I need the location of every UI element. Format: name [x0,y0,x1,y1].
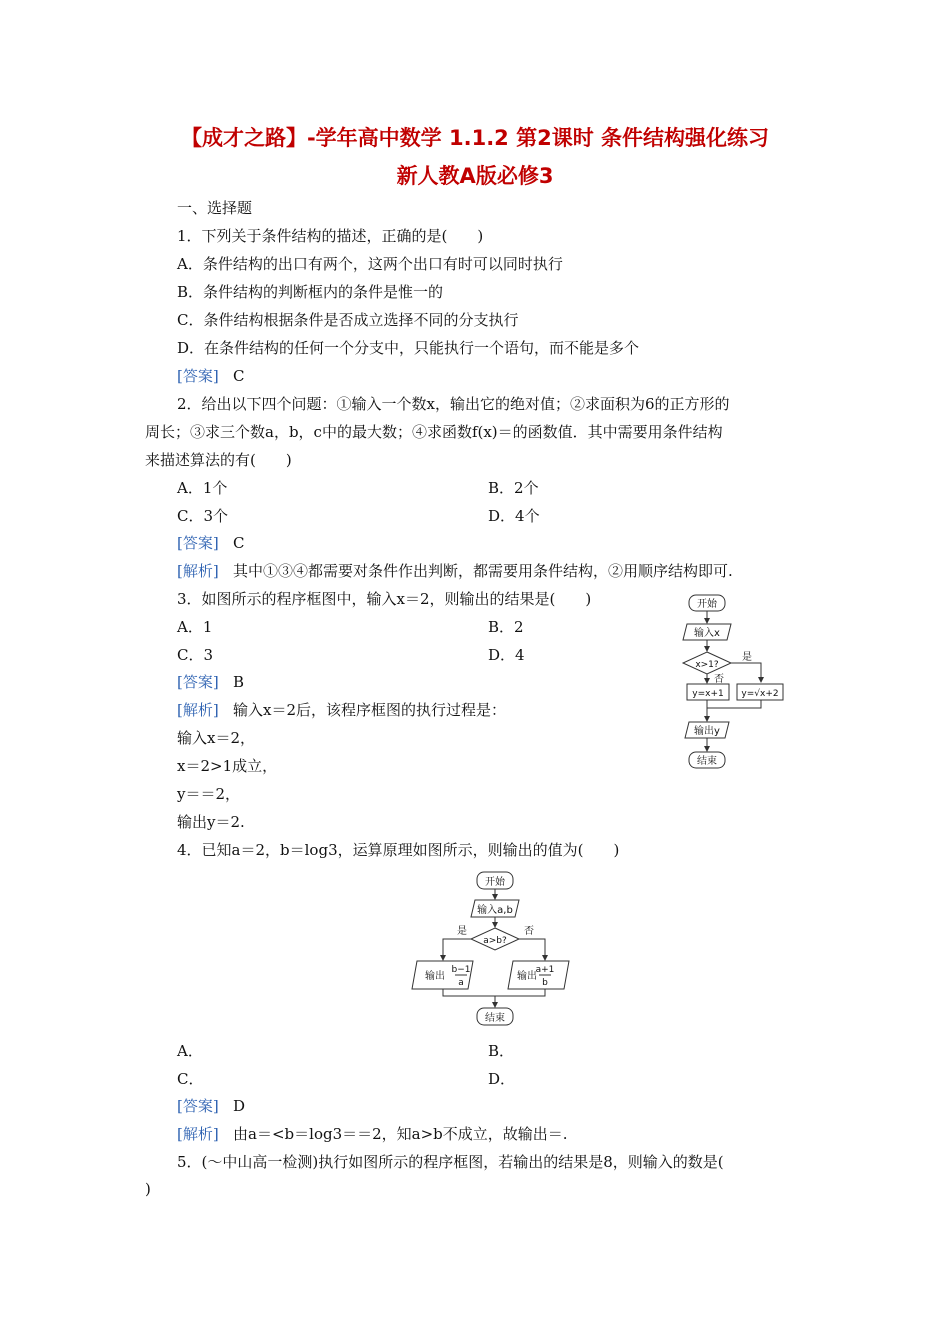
flow-cond-text: a>b? [483,936,507,946]
flow-left-denominator: a [458,978,464,988]
q2-option-b: B．2个 [488,479,539,497]
q3-option-c: C．3 [177,646,214,664]
answer-tag: [答案] [177,673,219,691]
q4-flowchart [405,868,585,1033]
flow-end-text: 结束 [697,756,717,767]
q2-analysis [177,561,733,581]
q3-answer-value: B [233,673,245,691]
q2-answer-value: C [233,534,245,552]
analysis-tag: [解析] [177,701,219,719]
q3-analysis [177,700,506,720]
q2-option-c: C．3个 [177,507,229,525]
q3-stem: 3．如图所示的程序框图中，输入x＝2，则输出的结果是( ) [177,590,592,608]
q1-option-b: B．条件结构的判断框内的条件是惟一的 [177,283,444,301]
q1-option-c: C．条件结构根据条件是否成立选择不同的分支执行 [177,311,519,329]
q2-stem-line1: 2．给出以下四个问题：①输入一个数x，输出它的绝对值；②求面积为6的正方形的 [177,395,730,413]
answer-tag: [答案] [177,367,219,385]
q4-answer [177,1096,245,1116]
document-subtitle: 新人教A版必修3 [396,164,554,188]
flow-no-branch-text: y=x+1 [692,689,724,699]
q2-stem-line3: 来描述算法的有( ) [145,451,292,469]
flow-cond-text: x>1? [695,660,719,670]
q3-answer [177,672,244,692]
flow-left-numerator: b−1 [451,965,471,975]
q3-step-3: y＝＝2， [177,785,241,803]
q4-answer-value: D [233,1097,246,1115]
q5-stem-line1: 5．(～中山高一检测)执行如图所示的程序框图，若输出的结果是8，则输入的数是( [177,1153,724,1171]
q1-stem: 1．下列关于条件结构的描述，正确的是( ) [177,227,484,245]
flow-right-out-label: 输出 [517,971,537,982]
q3-option-a: A．1 [177,618,213,636]
flow-start-text: 开始 [697,599,717,610]
q1-option-a: A．条件结构的出口有两个，这两个出口有时可以同时执行 [177,255,563,273]
flow-no-text: 否 [524,926,534,937]
flow-no-text: 否 [714,674,724,685]
q2-option-a: A．1个 [177,479,228,497]
flow-end-text: 结束 [485,1013,505,1024]
q4-option-b: B． [488,1042,515,1060]
q3-step-2: x＝2>1成立， [177,757,278,775]
q2-option-d: D．4个 [488,507,540,525]
q4-stem: 4．已知a＝2，b＝log3，运算原理如图所示，则输出的值为( ) [177,841,620,859]
q3-option-b: B．2 [488,618,524,636]
analysis-tag: [解析] [177,562,219,580]
q4-analysis [177,1124,568,1144]
q5-stem-line2: ) [145,1180,151,1198]
q4-option-a: A． [177,1042,203,1060]
flow-input-text: 输入a,b [477,905,513,916]
q4-option-d: D． [488,1070,516,1088]
flow-start-text: 开始 [485,877,505,888]
answer-tag: [答案] [177,534,219,552]
flow-yes-branch-text: y=√x+2 [741,689,779,699]
q3-option-d: D．4 [488,646,525,664]
flow-input-text: 输入x [694,628,720,639]
q1-answer-value: C [233,367,245,385]
q1-answer [177,366,245,386]
section-heading: 一、选择题 [177,199,253,217]
analysis-tag: [解析] [177,1125,219,1143]
document-title: 【成才之路】-学年高中数学 1.1.2 第2课时 条件结构强化练习 [180,126,770,150]
q3-step-4: 输出y＝2. [177,813,245,831]
q2-answer [177,533,245,553]
answer-tag: [答案] [177,1097,219,1115]
q4-option-c: C． [177,1070,204,1088]
q2-analysis-text: 其中①③④都需要对条件作出判断，都需要用条件结构，②用顺序结构即可. [233,562,733,580]
flow-output-text: 输出y [694,726,720,737]
q3-flowchart [675,590,790,775]
q3-analysis-text: 输入x＝2后，该程序框图的执行过程是： [233,701,507,719]
q4-analysis-text: 由a＝<b＝log3＝＝2，知a>b不成立，故输出＝. [233,1125,568,1143]
flow-right-numerator: a+1 [535,965,555,975]
flow-yes-text: 是 [742,652,752,663]
q1-option-d: D．在条件结构的任何一个分支中，只能执行一个语句，而不能是多个 [177,339,640,357]
q3-step-1: 输入x＝2， [177,729,256,747]
flow-left-out-label: 输出 [425,971,445,982]
q2-stem-line2: 周长；③求三个数a，b，c中的最大数；④求函数f(x)＝的函数值．其中需要用条件结构 [145,423,723,441]
flow-yes-text: 是 [457,926,467,937]
flow-right-denominator: b [542,978,548,988]
